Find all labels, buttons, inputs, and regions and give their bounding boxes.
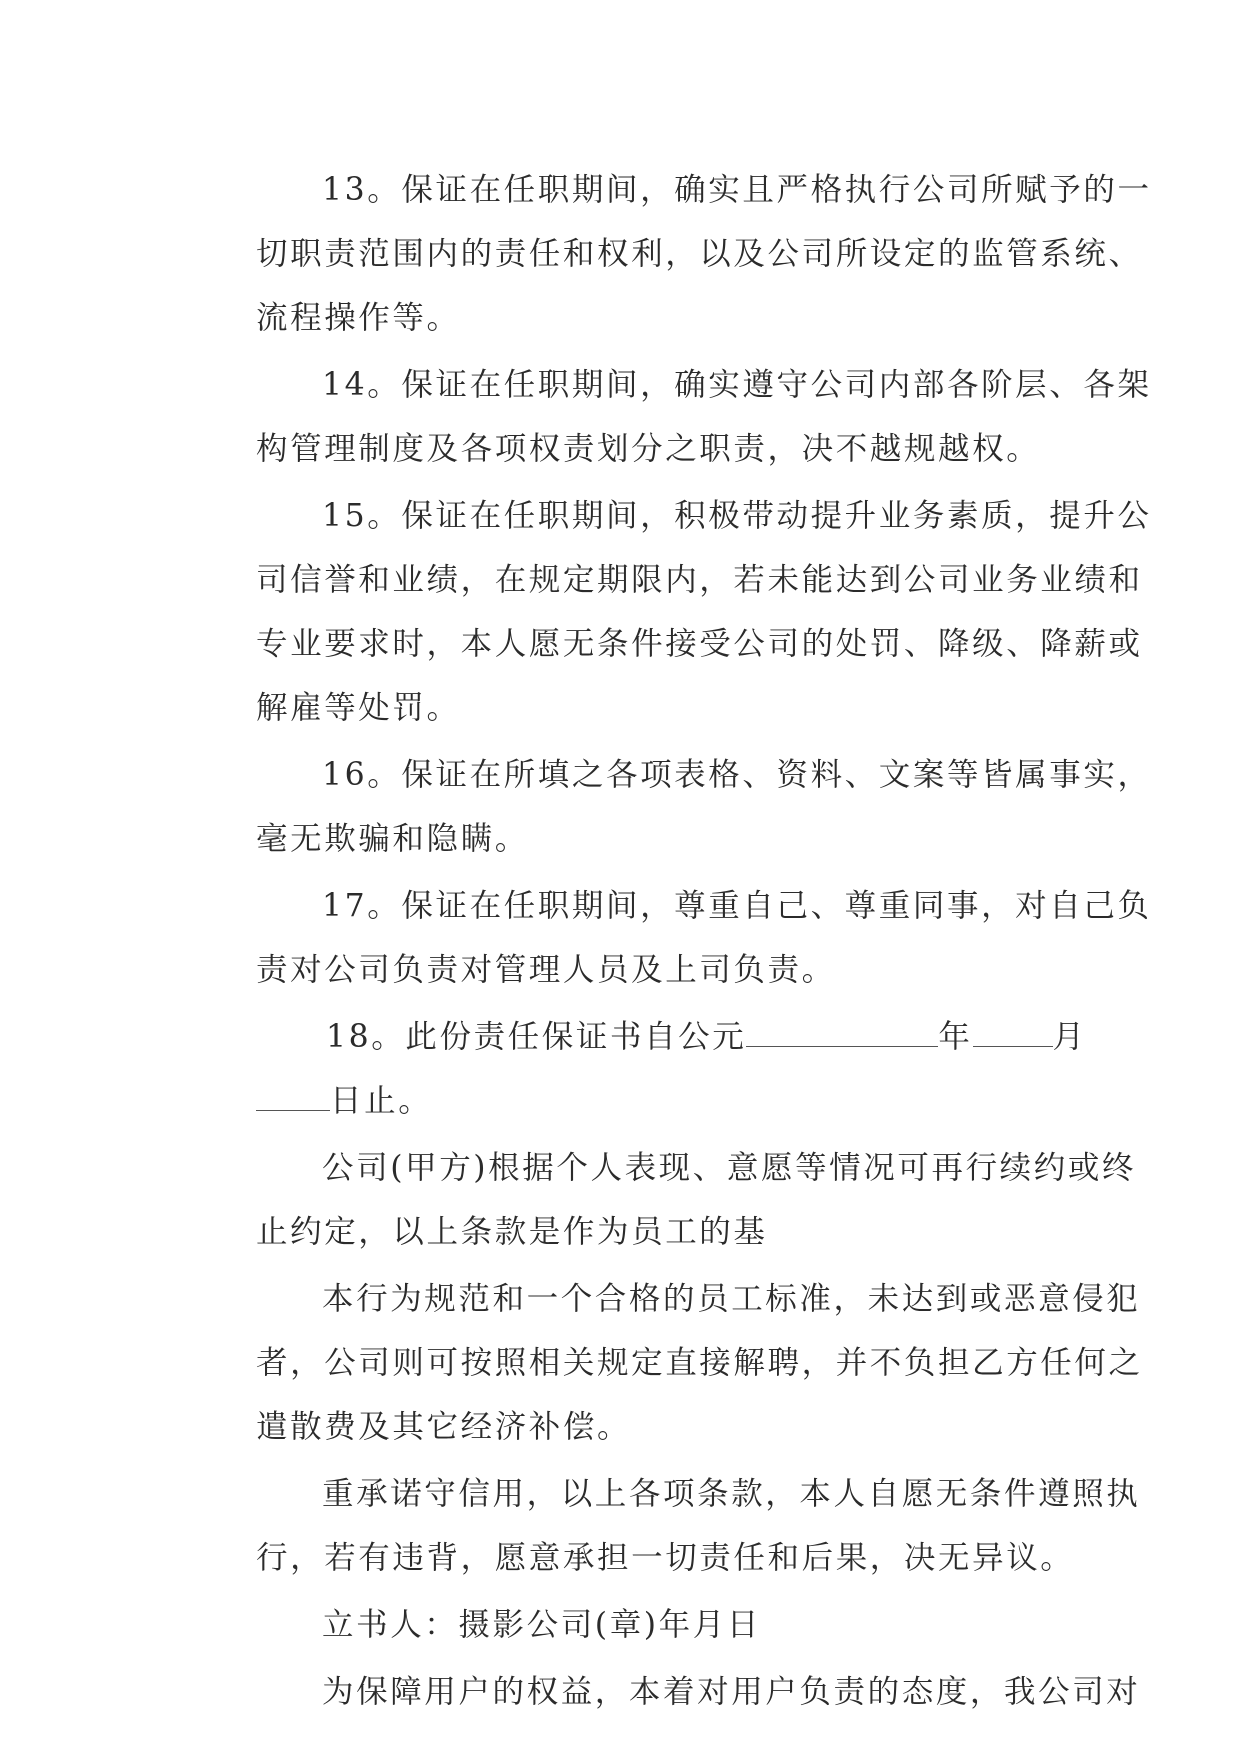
text-line: 17。保证在任职期间，尊重自己、尊重同事，对自己负: [322, 888, 1152, 924]
day-blank: [256, 1080, 330, 1111]
text-line: 行，若有违背，愿意承担一切责任和后果，决无异议。: [256, 1540, 1075, 1576]
text-line: 本行为规范和一个合格的员工标准，未达到或恶意侵犯: [322, 1281, 1141, 1317]
text-line: 者，公司则可按照相关规定直接解聘，并不负担乙方任何之: [256, 1345, 1143, 1381]
clause-17: [190, 874, 1152, 1002]
document-body: [190, 158, 1152, 1727]
text-line: 公司(甲方)根据个人表现、意愿等情况可再行续约或终: [322, 1150, 1137, 1186]
clause-16: [190, 743, 1152, 871]
text-line: [190, 1005, 1087, 1069]
clause-18-prefix: 18。此份责任保证书自公元: [326, 1019, 747, 1055]
year-label: 年: [938, 1019, 973, 1055]
text-line: 司信誉和业绩，在规定期限内，若未能达到公司业务业绩和: [256, 562, 1143, 598]
commitment-paragraph: [190, 1462, 1141, 1590]
clause-13: [190, 158, 1152, 350]
text-line: 止约定，以上条款是作为员工的基: [256, 1214, 768, 1250]
text-line: 13。保证在任职期间，确实且严格执行公司所赋予的一: [322, 172, 1152, 208]
text-line: 为保障用户的权益，本着对用户负责的态度，我公司对: [322, 1674, 1141, 1710]
month-label: 月: [1052, 1019, 1087, 1055]
year-blank: [746, 1016, 938, 1047]
clause-18: [190, 1005, 1087, 1133]
text-line: 责对公司负责对管理人员及上司负责。: [256, 952, 836, 988]
day-stop-label: 日止。: [330, 1083, 433, 1119]
text-line: 解雇等处罚。: [256, 690, 461, 726]
month-blank: [973, 1016, 1053, 1047]
standard-paragraph: [190, 1267, 1143, 1459]
signatory-line: [190, 1593, 1070, 1657]
text-line: 构管理制度及各项权责划分之职责，决不越规越权。: [256, 431, 1041, 467]
user-rights-paragraph: [190, 1660, 1141, 1724]
text-line: 流程操作等。: [256, 300, 461, 336]
text-line: 专业要求时，本人愿无条件接受公司的处罚、降级、降薪或: [256, 626, 1143, 662]
text-line: 14。保证在任职期间，确实遵守公司内部各阶层、各架: [322, 367, 1152, 403]
clause-15: [190, 484, 1152, 740]
renewal-paragraph: [190, 1136, 1137, 1264]
text-line: 遣散费及其它经济补偿。: [256, 1409, 632, 1445]
text-line: 立书人：摄影公司(章)年月日: [322, 1607, 761, 1643]
clause-14: [190, 353, 1152, 481]
text-line: 切职责范围内的责任和权利，以及公司所设定的监管系统、: [256, 236, 1143, 272]
text-line: 毫无欺骗和隐瞒。: [256, 821, 529, 857]
text-line: 15。保证在任职期间，积极带动提升业务素质，提升公: [322, 498, 1152, 534]
text-line: 16。保证在所填之各项表格、资料、文案等皆属事实，: [322, 757, 1152, 793]
text-line: 重承诺守信用，以上各项条款，本人自愿无条件遵照执: [322, 1476, 1141, 1512]
text-line: [190, 1069, 1070, 1133]
